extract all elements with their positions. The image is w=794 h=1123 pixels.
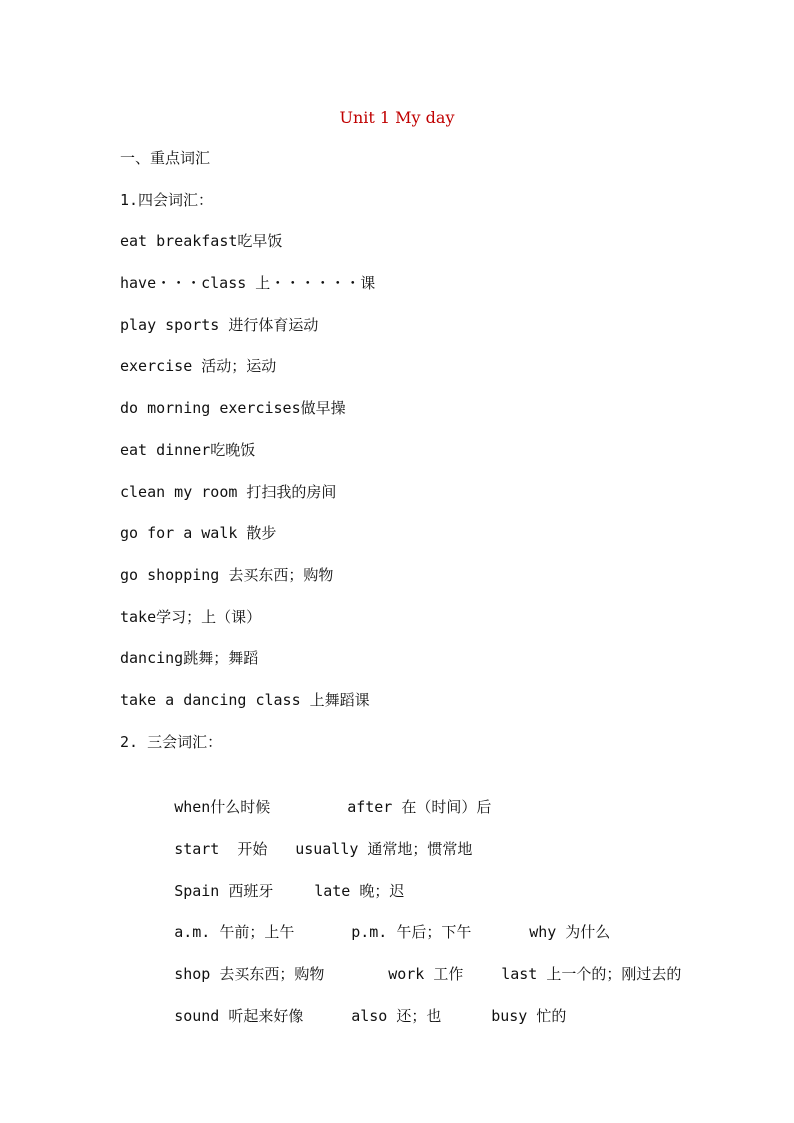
vocab-item: exercise 活动；运动 bbox=[120, 357, 277, 376]
vocab-item: go shopping 去买东西；购物 bbox=[120, 565, 334, 584]
vocab-term: late 晚；迟 bbox=[314, 881, 405, 900]
four-skill-heading: 1.四会词汇： bbox=[120, 190, 214, 209]
vocabulary-content bbox=[120, 146, 720, 1025]
vocab-item: eat breakfast吃早饭 bbox=[120, 232, 283, 251]
section-heading: 一、重点词汇 bbox=[120, 149, 211, 167]
vocab-term: last 上一个的；刚过去的 bbox=[501, 965, 682, 984]
vocab-term: Spain 西班牙 bbox=[174, 881, 274, 900]
three-skill-heading: 2. 三会词汇： bbox=[120, 732, 223, 751]
vocab-term: after 在（时间）后 bbox=[347, 798, 492, 817]
vocab-term: usually 通常地；惯常地 bbox=[295, 840, 473, 858]
vocab-term: start 开始 bbox=[174, 840, 268, 858]
vocab-item: dancing跳舞；舞蹈 bbox=[120, 649, 259, 668]
vocab-item: clean my room 打扫我的房间 bbox=[120, 482, 337, 501]
vocab-term: sound 听起来好像 bbox=[174, 1006, 304, 1025]
vocab-item: take a dancing class 上舞蹈课 bbox=[120, 690, 370, 709]
vocab-term: also 还；也 bbox=[351, 1006, 442, 1025]
vocab-term: busy 忙的 bbox=[491, 1006, 567, 1025]
vocab-term: work 工作 bbox=[388, 965, 464, 984]
vocab-term: shop 去买东西；购物 bbox=[174, 965, 325, 984]
vocab-item: have・・・class 上・・・・・・课 bbox=[120, 274, 376, 293]
vocab-term: p.m. 午后；下午 bbox=[351, 923, 472, 942]
vocab-item: do morning exercises做早操 bbox=[120, 399, 346, 418]
vocab-term: a.m. 午前；上午 bbox=[174, 923, 295, 942]
vocab-term: when什么时候 bbox=[174, 798, 271, 817]
vocab-row bbox=[120, 771, 720, 817]
vocab-item: play sports 进行体育运动 bbox=[120, 315, 319, 334]
vocab-item: go for a walk 散步 bbox=[120, 524, 277, 543]
vocab-item: take学习；上（课） bbox=[120, 607, 262, 626]
vocab-item: eat dinner吃晚饭 bbox=[120, 440, 256, 459]
vocab-term: why 为什么 bbox=[529, 923, 611, 942]
document-title: Unit 1 My day bbox=[339, 108, 455, 127]
